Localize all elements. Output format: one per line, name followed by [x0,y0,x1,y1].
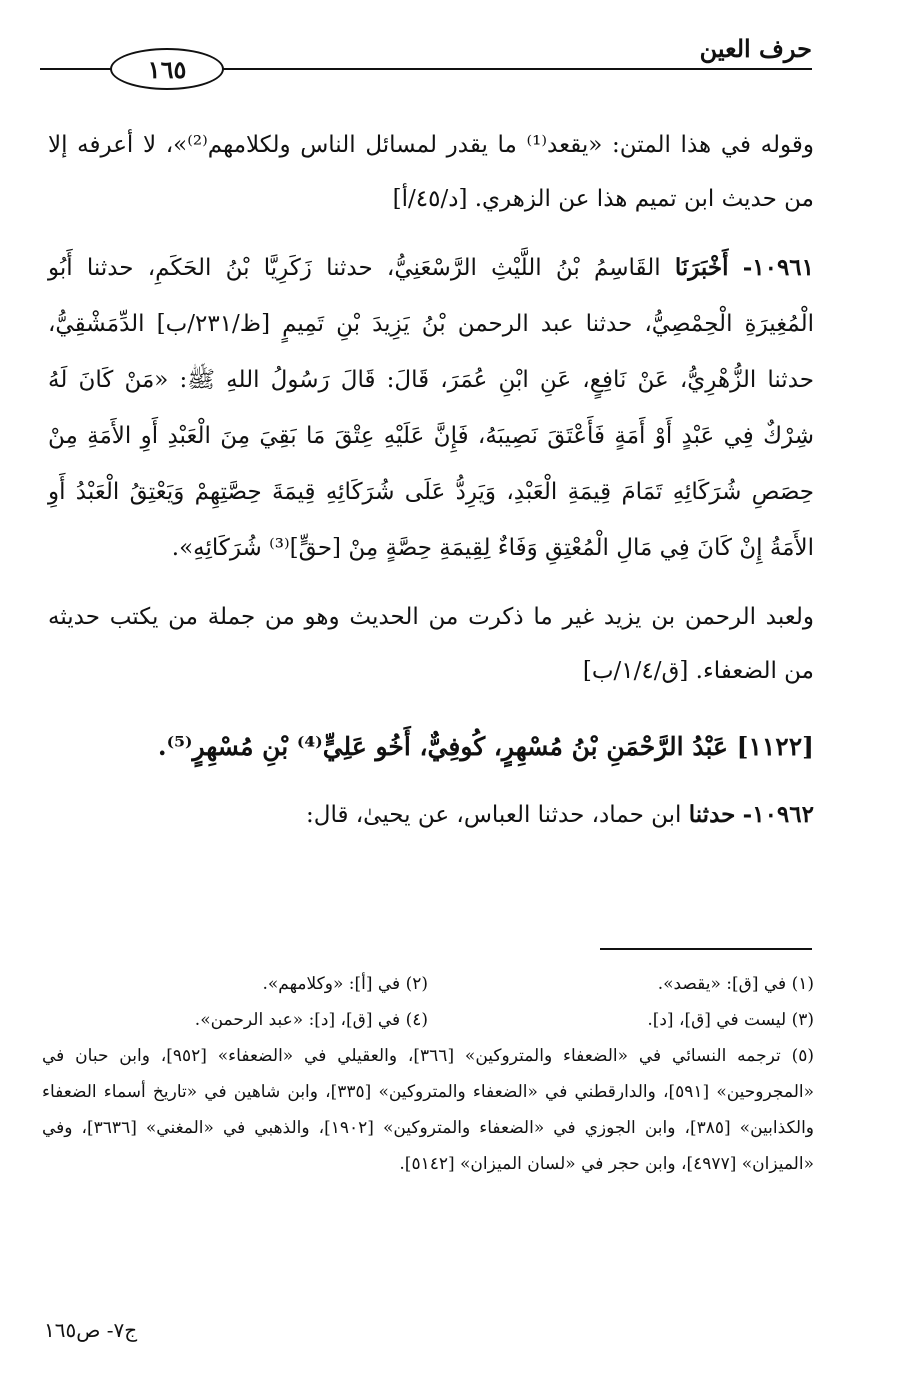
footnote-5: (٥) ترجمه النسائي في «الضعفاء والمتروكين» [٣٦٦]، والعقيلي في «الضعفاء» [٩٥٢]، وابن حبان في «المجروحين» [٥٩١]، والدارقطني في «الضعفاء والمتروكين» [٣٣٥]، وابن شاهين في «تاريخ أسماء الضعفاء والكذابين» [٣٨٥]، وابن الجوزي في «الضعفاء والمتروكين» [١٩٠٢]، والذهبي في «المغني» [٣٦٣٦]، وفي «الميزان» [٤٩٧٧]، وابن حجر في «لسان الميزان» [٥١٤٢]. [42,1046,815,1174]
hadith-paragraph [48,240,814,576]
main-text [48,118,814,842]
hadith-number: ١٠٩٦١- [742,254,815,281]
footnote-3: (٣) ليست في [ق]، [د]. [647,1010,814,1030]
footnote-row [42,966,814,1002]
page-header [40,28,812,88]
page-number-oval: ١٦٥ [110,48,224,90]
footnote-1: (١) في [ق]: «يقصد». [657,974,814,994]
footnote-4: (٤) في [ق]، [د]: «عبد الرحمن». [194,1010,428,1030]
hadith-text: القَاسِمُ بْنُ اللَّيْثِ الرَّسْعَنِيُّ، حدثنا زَكَرِيَّا بْنُ الحَكَمِ، حدثنا أَبُو الْمُغِيرَةِ الْحِمْصِيُّ، حدثنا عبد الرحمن بْنُ يَزِيدَ بْنِ تَمِيمٍ [ظ/٢٣١/ب] الدِّمَشْقِيُّ، حدثنا الزُّهْرِيُّ، عَنْ نَافِعٍ، عَنِ ابْنِ عُمَرَ، قَالَ: قَالَ رَسُولُ اللهِ ﷺ: «مَنْ كَانَ لَهُ شِرْكٌ فِي عَبْدٍ أَوْ أَمَةٍ فَأَعْتَقَ نَصِيبَهُ، فَإِنَّ عَلَيْهِ عِتْقَ مَا بَقِيَ مِنَ الْعَبْدِ أَوِ الأَمَةِ مِنْ حِصَصِ شُرَكَائِهِ تَمَامَ قِيمَةِ الْعَبْدِ، وَيَرِدُّ عَلَى شُرَكَائِهِ قِيمَةَ حِصَّتِهِمْ وَيَعْتِقُ الْعَبْدُ أَوِ الأَمَةُ إِنْ كَانَ فِي مَالِ الْمُعْتِقِ وَفَاءٌ لِقِيمَةِ حِصَّةٍ مِنْ [حقٍّ]⁽³⁾ شُرَكَائِهِ». [48,255,814,561]
footnote-2: (٢) في [أ]: «وكلامهم». [262,974,428,994]
next-hadith-paragraph [48,788,814,842]
footnote-rule [600,948,812,950]
footnotes [42,966,814,1182]
hadith-intro: أَخْبَرَنَا [674,254,729,281]
next-hadith-intro: حدثنا [688,801,736,828]
commentary-paragraph: وقوله في هذا المتن: «يقعد⁽¹⁾ ما يقدر لمسائل الناس ولكلامهم⁽²⁾»، لا أعرفه إلا من حديث ابن تميم هذا عن الزهري. [د/٤٥/أ] [48,132,814,212]
entry-heading: [١١٢٢] عَبْدُ الرَّحْمَنِ بْنُ مُسْهِرٍ، كُوفِيٌّ، أَخُو عَلِيٍّ⁽⁴⁾ بْنِ مُسْهِرٍ⁽⁵⁾. [157,732,814,761]
chapter-title: حرف العين [690,34,812,63]
commentary-paragraph-2: ولعبد الرحمن بن يزيد غير ما ذكرت من الحديث وهو من جملة من يكتب حديثه من الضعفاء. [ق/١/٤/ب] [48,604,814,684]
next-hadith-number: ١٠٩٦٢- [742,801,814,828]
footnote-row [42,1002,814,1038]
page-reference: ج٧- ص١٦٥ [44,1318,138,1342]
next-hadith-text: ابن حماد، حدثنا العباس، عن يحيىٰ، قال: [305,802,682,828]
